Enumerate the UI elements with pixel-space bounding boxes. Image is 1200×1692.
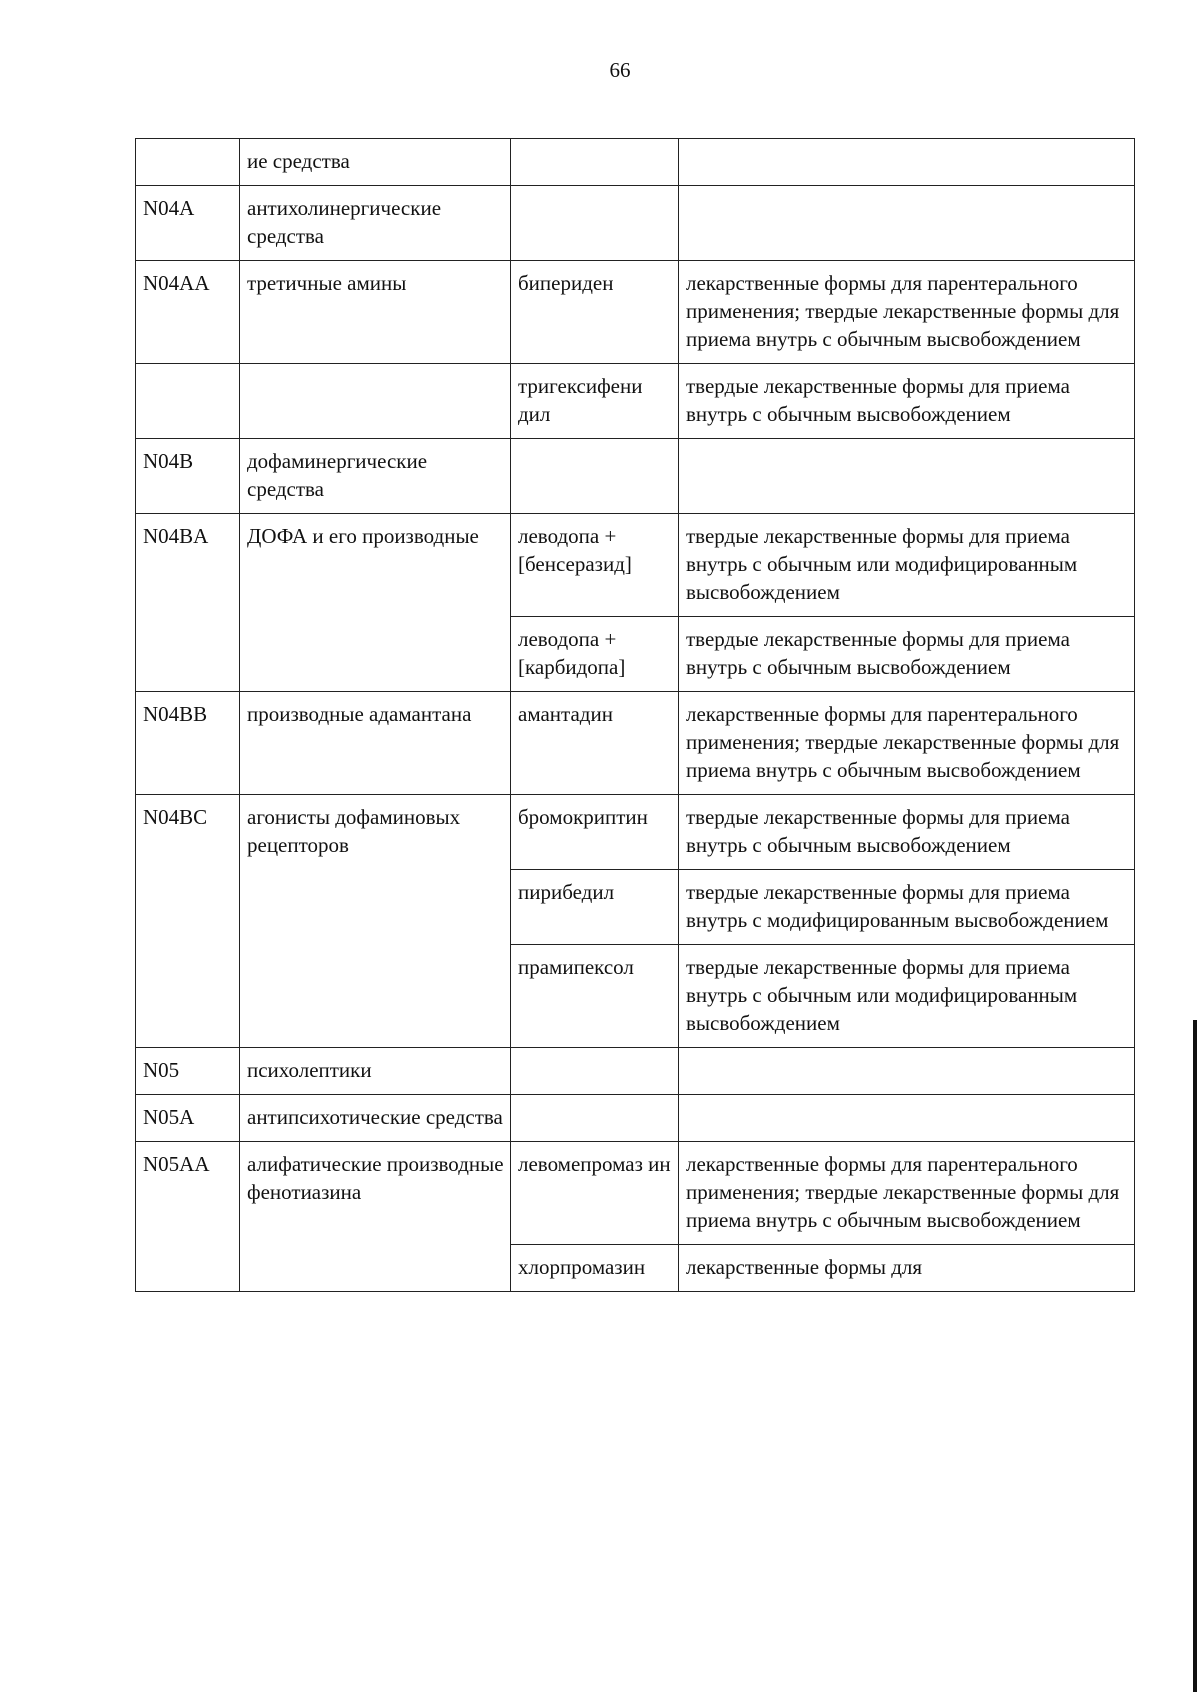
drug-name-cell: бипериден (511, 261, 679, 364)
atc-code-cell: N05 (136, 1048, 240, 1095)
dosage-form-cell (679, 186, 1135, 261)
dosage-form-cell (679, 439, 1135, 514)
drug-name-cell: тригексифени дил (511, 364, 679, 439)
drug-name-cell (511, 139, 679, 186)
drug-name-cell: леводопа + [бенсеразид] (511, 514, 679, 617)
atc-code-cell: N04BB (136, 692, 240, 795)
group-name-cell: ие средства (240, 139, 511, 186)
page-number: 66 (609, 58, 631, 82)
drug-name-cell: левомепромаз ин (511, 1142, 679, 1245)
table-row (136, 692, 1135, 795)
drug-name-cell: пирибедил (511, 870, 679, 945)
dosage-form-cell: лекарственные формы для (679, 1245, 1135, 1292)
dosage-form-cell: лекарственные формы для парентерального применения; твердые лекарственные формы для приема внутрь с обычным высвобождением (679, 692, 1135, 795)
drug-name-cell (511, 439, 679, 514)
table-row (136, 261, 1135, 364)
drug-name-cell: хлорпромазин (511, 1245, 679, 1292)
atc-code-cell: N04BC (136, 795, 240, 1048)
group-name-cell (240, 364, 511, 439)
drug-name-cell (511, 186, 679, 261)
group-name-cell: дофаминергические средства (240, 439, 511, 514)
dosage-form-cell (679, 139, 1135, 186)
drug-name-cell: прамипексол (511, 945, 679, 1048)
dosage-form-cell: твердые лекарственные формы для приема внутрь с обычным высвобождением (679, 795, 1135, 870)
drug-name-cell (511, 1095, 679, 1142)
table-row (136, 1095, 1135, 1142)
drug-name-cell: бромокриптин (511, 795, 679, 870)
group-name-cell: алифатические производные фенотиазина (240, 1142, 511, 1292)
table-row (136, 514, 1135, 617)
group-name-cell: антихолинергические средства (240, 186, 511, 261)
drug-name-cell: леводопа + [карбидопа] (511, 617, 679, 692)
table-row (136, 439, 1135, 514)
drug-name-cell (511, 1048, 679, 1095)
atc-code-cell: N04AA (136, 261, 240, 364)
dosage-form-cell: твердые лекарственные формы для приема внутрь с обычным высвобождением (679, 364, 1135, 439)
atc-code-cell: N05AA (136, 1142, 240, 1292)
table-row (136, 139, 1135, 186)
group-name-cell: производные адамантана (240, 692, 511, 795)
dosage-form-cell: твердые лекарственные формы для приема внутрь с модифицированным высвобождением (679, 870, 1135, 945)
dosage-form-cell (679, 1095, 1135, 1142)
atc-code-cell (136, 364, 240, 439)
group-name-cell: агонисты дофаминовых рецепторов (240, 795, 511, 1048)
dosage-form-cell: твердые лекарственные формы для приема внутрь с обычным или модифицированным высвобождением (679, 945, 1135, 1048)
atc-code-cell: N04B (136, 439, 240, 514)
table-row (136, 186, 1135, 261)
atc-code-cell (136, 139, 240, 186)
dosage-form-cell: твердые лекарственные формы для приема внутрь с обычным или модифицированным высвобождением (679, 514, 1135, 617)
table-row (136, 795, 1135, 870)
drug-classification-table (135, 138, 1135, 1292)
drug-name-cell: амантадин (511, 692, 679, 795)
dosage-form-cell (679, 1048, 1135, 1095)
scan-edge-shadow (1193, 1020, 1197, 1692)
table-row (136, 1142, 1135, 1245)
group-name-cell: антипсихотические средства (240, 1095, 511, 1142)
atc-code-cell: N04BA (136, 514, 240, 692)
table-row (136, 364, 1135, 439)
group-name-cell: психолептики (240, 1048, 511, 1095)
group-name-cell: третичные амины (240, 261, 511, 364)
atc-code-cell: N04A (136, 186, 240, 261)
table-row (136, 1048, 1135, 1095)
dosage-form-cell: твердые лекарственные формы для приема внутрь с обычным высвобождением (679, 617, 1135, 692)
group-name-cell: ДОФА и его производные (240, 514, 511, 692)
dosage-form-cell: лекарственные формы для парентерального применения; твердые лекарственные формы для приема внутрь с обычным высвобождением (679, 1142, 1135, 1245)
dosage-form-cell: лекарственные формы для парентерального применения; твердые лекарственные формы для приема внутрь с обычным высвобождением (679, 261, 1135, 364)
atc-code-cell: N05A (136, 1095, 240, 1142)
